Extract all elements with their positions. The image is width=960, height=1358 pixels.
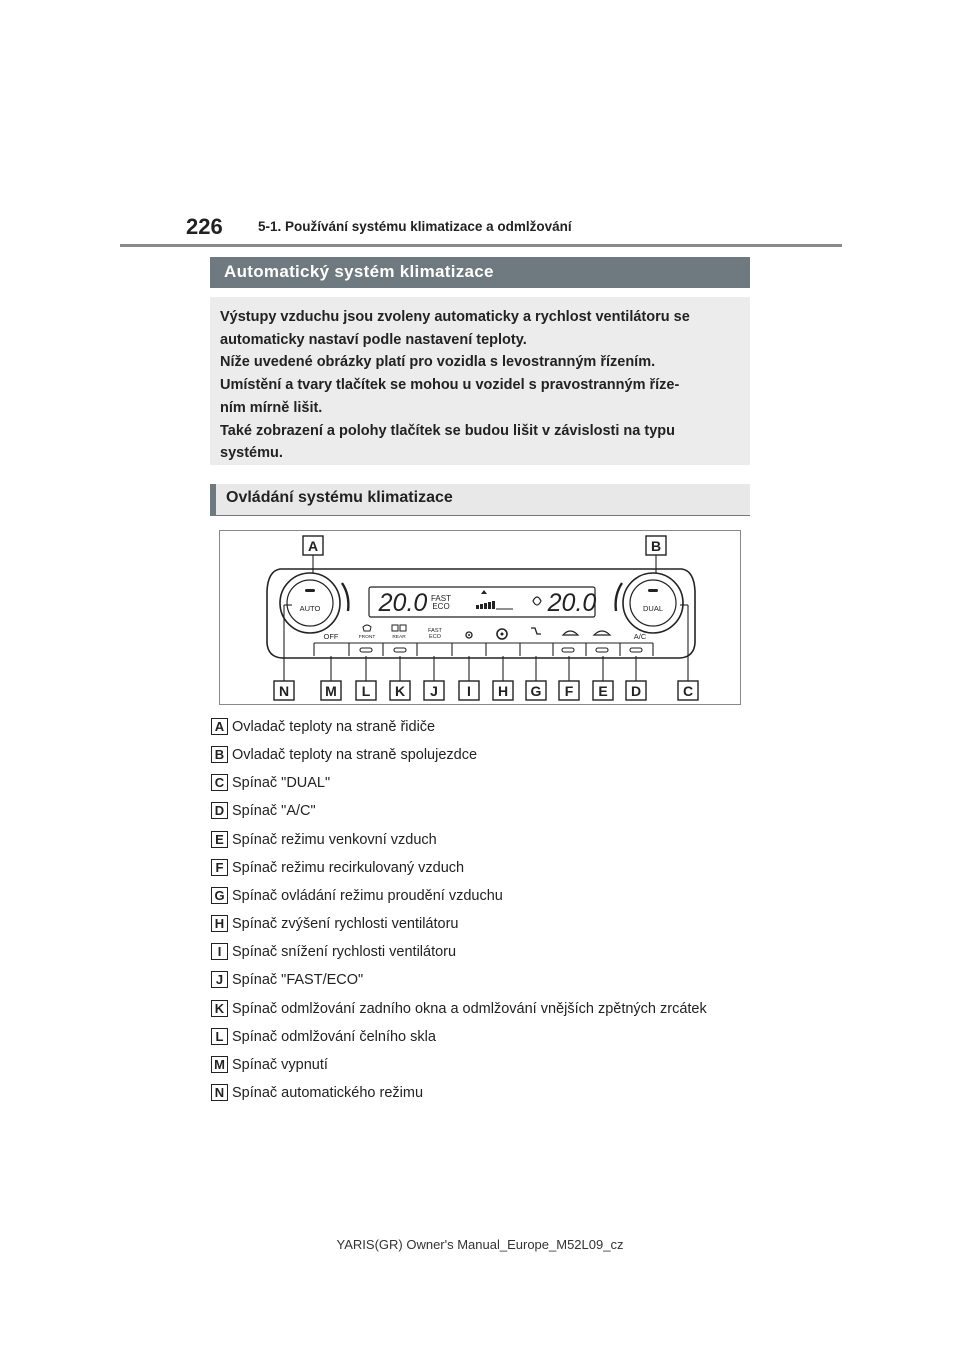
- svg-text:J: J: [430, 683, 438, 699]
- legend-text: Ovladač teploty na straně řidiče: [232, 719, 436, 735]
- fast-button-label: FAST: [428, 628, 442, 634]
- chapter-title: 5-1. Používání systému klimatizace a odmlžování: [258, 219, 572, 234]
- display-panel: [369, 587, 596, 617]
- display-fast-text: FAST: [430, 594, 452, 603]
- dual-label: DUAL: [642, 604, 664, 613]
- legend-text: Spínač vypnutí: [232, 1057, 328, 1073]
- callout-d: [626, 681, 646, 700]
- svg-text:E: E: [598, 683, 608, 699]
- intro-text: [220, 306, 748, 465]
- legend-item: [211, 970, 811, 990]
- legend-text: Spínač snížení rychlosti ventilátoru: [232, 944, 457, 960]
- legend-item: [211, 1083, 811, 1103]
- svg-text:D: D: [630, 683, 642, 699]
- subsection-title: Ovládání systému klimatizace: [226, 489, 453, 506]
- callout-h: [493, 681, 513, 700]
- legend-key: B: [211, 746, 228, 763]
- legend-key: J: [211, 971, 228, 988]
- legend-item: [211, 999, 811, 1019]
- legend-key: A: [211, 718, 228, 735]
- callout-c: [678, 681, 698, 700]
- legend-text: Spínač automatického režimu: [232, 1085, 424, 1101]
- intro-line: systému.: [220, 445, 283, 462]
- legend-text: Spínač zvýšení rychlosti ventilátoru: [232, 916, 459, 932]
- intro-line: Výstupy vzduchu jsou zvoleny automaticky a rychlost ventilátoru se: [220, 309, 690, 325]
- driver-temp-knob: [280, 573, 340, 633]
- legend-item: [211, 1055, 811, 1075]
- legend-text: Spínač "DUAL": [232, 775, 331, 791]
- callout-e: [593, 681, 613, 700]
- legend-text: Spínač odmlžování čelního skla: [232, 1029, 436, 1045]
- svg-text:K: K: [394, 683, 406, 699]
- legend-key: M: [211, 1056, 228, 1073]
- callout-j: [424, 681, 444, 700]
- legend-item: [211, 717, 811, 737]
- svg-text:L: L: [361, 683, 371, 699]
- climate-panel-illustration: [220, 531, 742, 706]
- legend-item: [211, 914, 811, 934]
- intro-line: automaticky nastaví podle nastavení teploty.: [220, 331, 527, 348]
- legend-item: [211, 942, 811, 962]
- section-title: Automatický systém klimatizace: [224, 262, 494, 281]
- svg-text:M: M: [325, 683, 337, 699]
- callout-k: [390, 681, 410, 700]
- intro-box: [210, 297, 750, 465]
- legend-item: [211, 745, 811, 765]
- legend-key: K: [211, 1000, 228, 1017]
- callout-l: [356, 681, 376, 700]
- legend-key: I: [211, 943, 228, 960]
- legend-text: Spínač ovládání režimu proudění vzduchu: [232, 888, 503, 904]
- section-banner: [210, 257, 750, 288]
- callout-b: [646, 536, 666, 573]
- legend-text: Spínač "A/C": [232, 803, 316, 819]
- svg-text:A: A: [307, 538, 319, 554]
- legend-item: [211, 1027, 811, 1047]
- legend-key: H: [211, 915, 228, 932]
- passenger-temp-display: 20.0: [547, 589, 597, 617]
- header-divider: [120, 244, 842, 247]
- off-label: OFF: [323, 632, 339, 641]
- legend-key: C: [211, 774, 228, 791]
- svg-text:F: F: [564, 683, 574, 699]
- svg-text:H: H: [497, 683, 509, 699]
- legend-item: [211, 801, 811, 821]
- legend-text: Spínač "FAST/ECO": [232, 972, 364, 988]
- callout-i: [459, 681, 479, 700]
- subsection-heading: [210, 484, 750, 516]
- svg-text:I: I: [467, 683, 471, 699]
- callout-g: [526, 681, 546, 700]
- intro-line: ním mírně lišit.: [220, 399, 323, 416]
- callout-m: [321, 681, 341, 700]
- display-eco-text: ECO: [432, 602, 450, 611]
- page-number: 226: [186, 214, 223, 239]
- auto-label: AUTO: [299, 604, 321, 613]
- legend-item: [211, 830, 811, 850]
- legend-key: G: [211, 887, 228, 904]
- intro-line: Také zobrazení a polohy tlačítek se budou lišit v závislosti na typu: [220, 422, 675, 439]
- intro-line: Níže uvedené obrázky platí pro vozidla s levostranným řízením.: [220, 354, 656, 371]
- svg-text:N: N: [278, 683, 290, 699]
- legend-item: [211, 858, 811, 878]
- eco-button-label: ECO: [429, 634, 441, 640]
- legend-key: E: [211, 831, 228, 848]
- legend-text: Spínač režimu venkovní vzduch: [232, 832, 437, 848]
- passenger-temp-knob: [623, 573, 683, 633]
- footer-text: YARIS(GR) Owner's Manual_Europe_M52L09_cz: [336, 1237, 624, 1252]
- svg-text:B: B: [650, 538, 662, 554]
- legend-key: L: [211, 1028, 228, 1045]
- callout-a: [303, 536, 323, 573]
- ac-label: A/C: [633, 632, 647, 641]
- svg-text:C: C: [682, 683, 694, 699]
- intro-line: Umístění a tvary tlačítek se mohou u vozidel s pravostranným říze-: [220, 377, 680, 394]
- svg-text:G: G: [530, 683, 542, 699]
- legend-text: Spínač režimu recirkulovaný vzduch: [232, 860, 465, 876]
- legend-key: F: [211, 859, 228, 876]
- driver-temp-display: 20.0: [378, 589, 428, 617]
- legend-text: Ovladač teploty na straně spolujezdce: [232, 747, 478, 763]
- climate-control-diagram: [219, 530, 741, 705]
- legend-text: Spínač odmlžování zadního okna a odmlžování vnějších zpětných zrcátek: [232, 1001, 707, 1017]
- legend-item: [211, 773, 811, 793]
- callout-f: [559, 681, 579, 700]
- callout-n: [274, 681, 294, 700]
- rear-label: REAR: [392, 635, 406, 640]
- legend-key: D: [211, 802, 228, 819]
- legend-key: N: [211, 1084, 228, 1101]
- front-label: FRONT: [358, 635, 376, 640]
- legend-item: [211, 886, 811, 906]
